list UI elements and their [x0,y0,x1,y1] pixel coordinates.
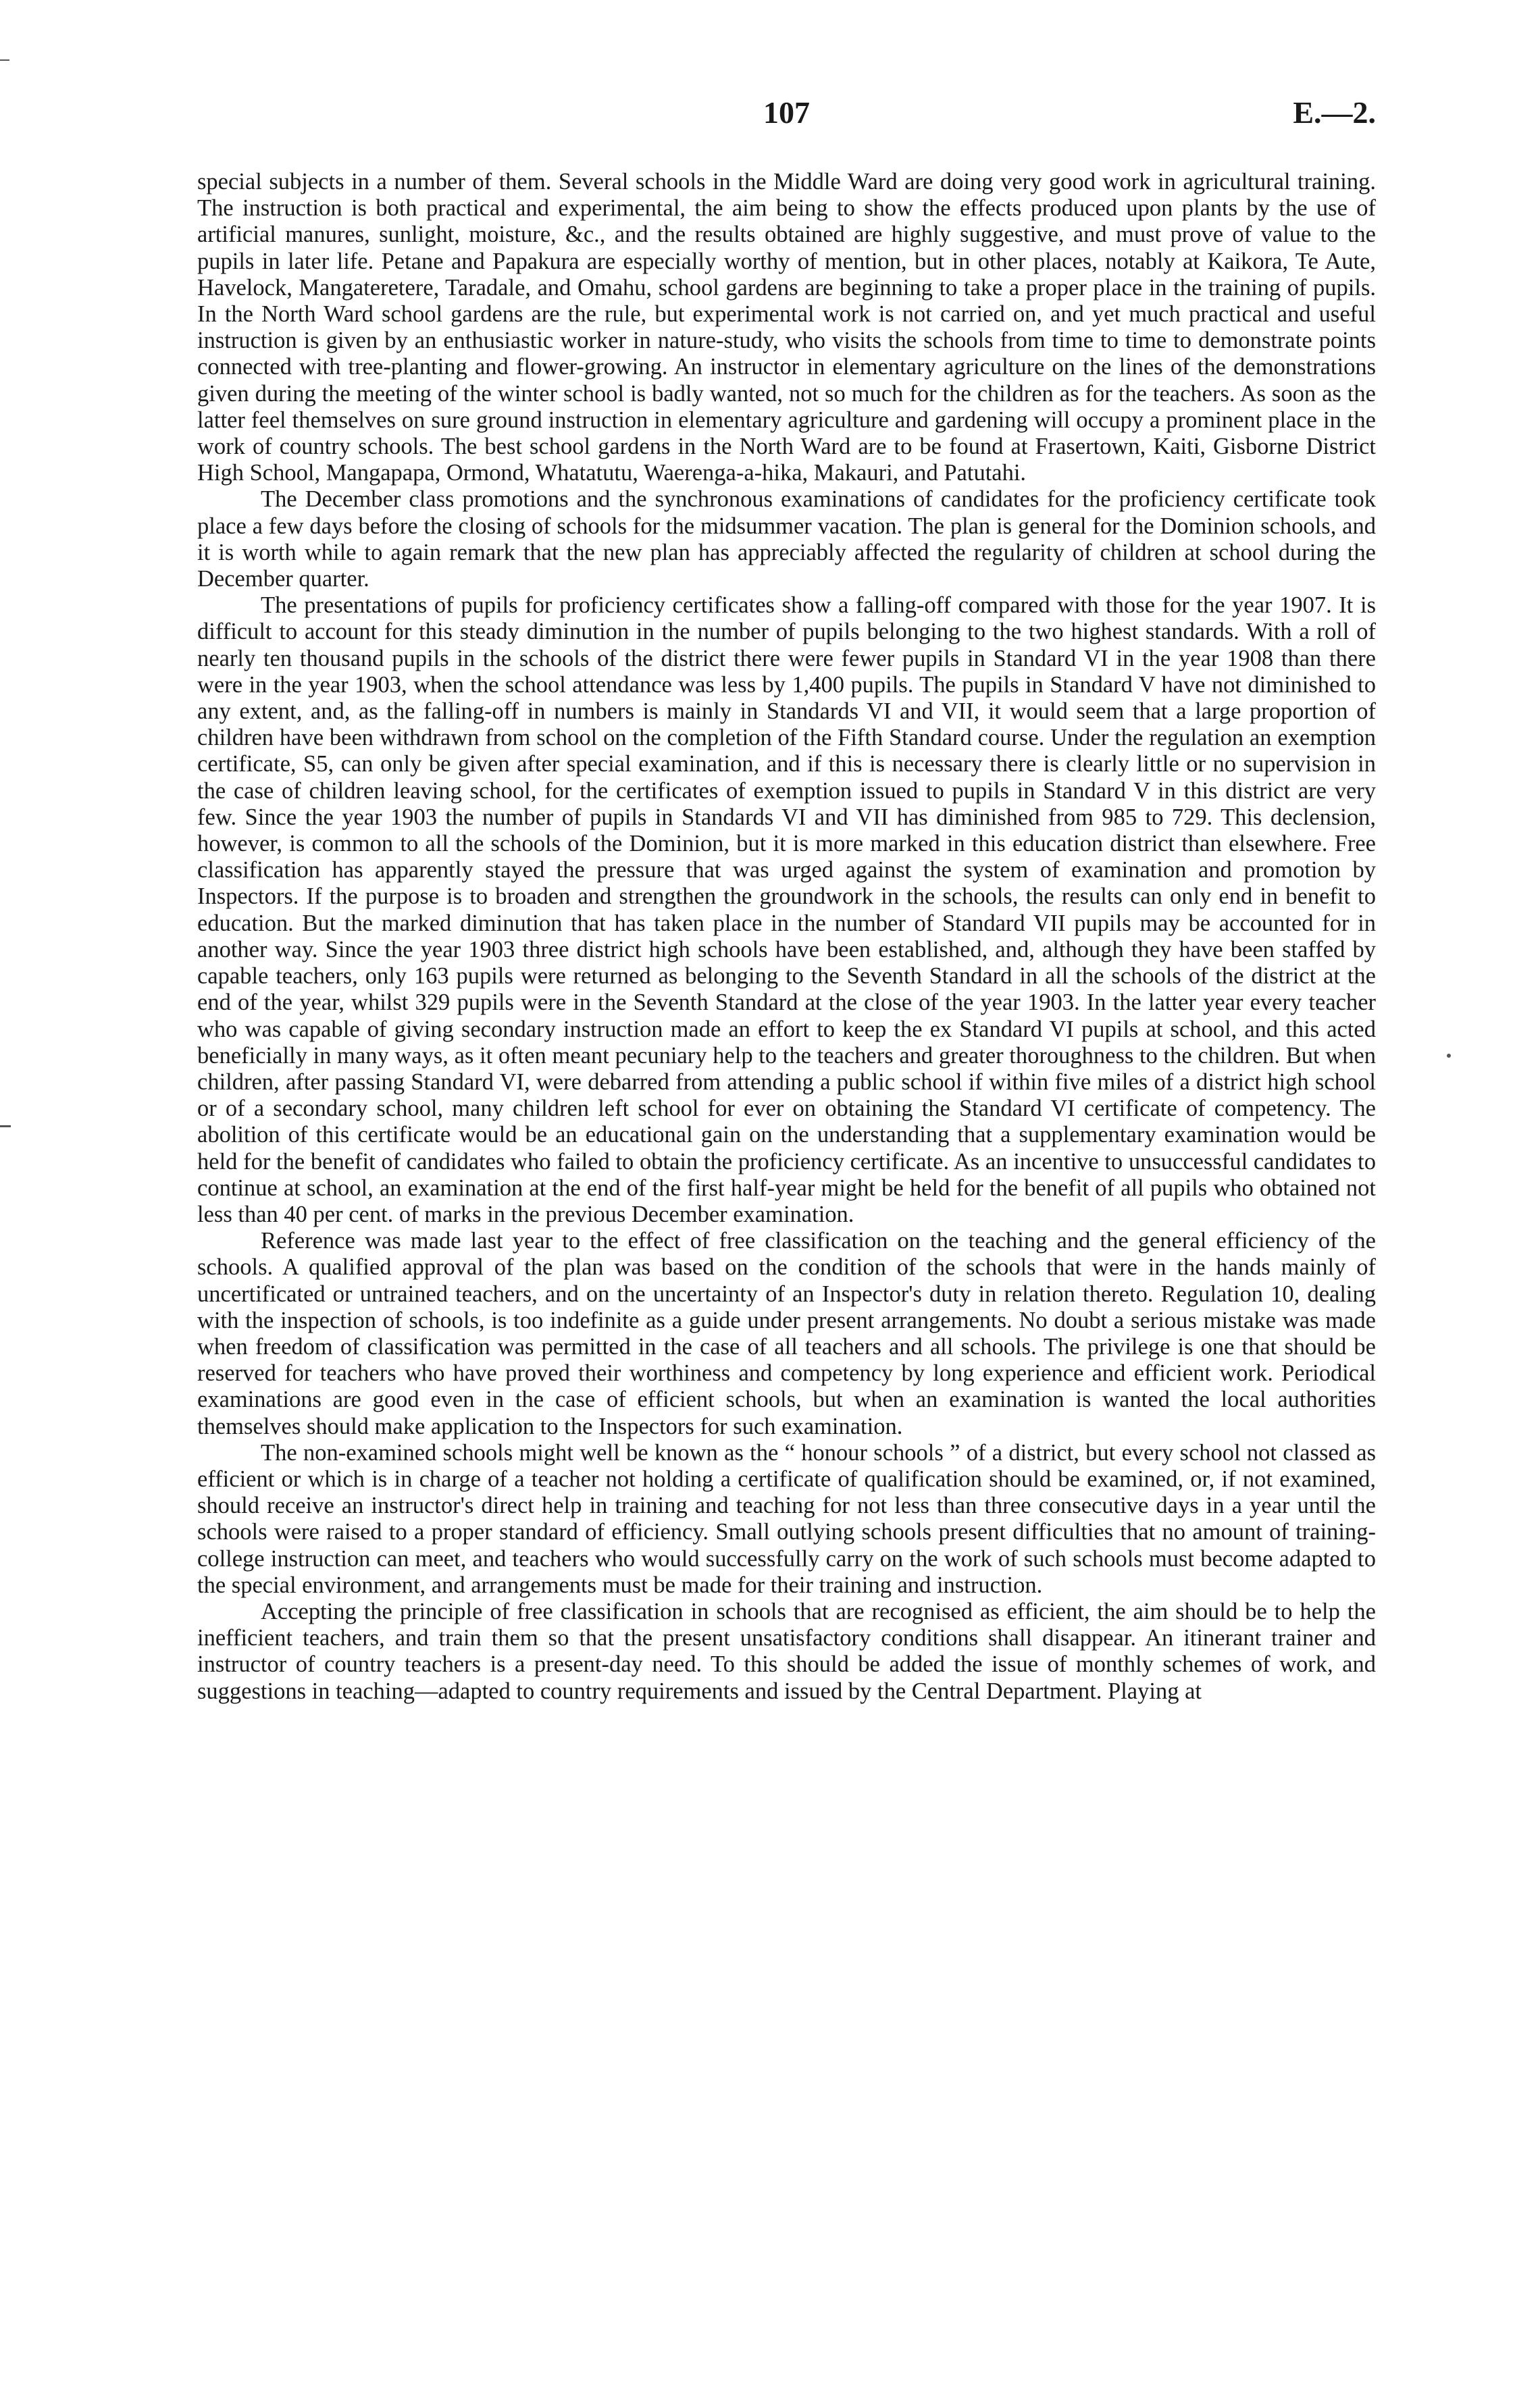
paragraph-free-classification: Reference was made last year to the effect of free classification on the teaching and the general efficiency of the schools. A qualified approval of the plan was based on the condition of the schools that were in the hands mainly of uncertificated or untrained teachers, and on the uncertainty of an Inspector's duty in relation thereto. Regulation 10, dealing with the inspection of schools, is too indefinite as a guide under present arrangements. No doubt a serious mistake was made when freedom of classification was permitted in the case of all teachers and all schools. The privilege is one that should be reserved for teachers who have proved their worthiness and competency by long experience and efficient work. Periodical examinations are good even in the case of efficient schools, but when an examination is wanted the local authorities themselves should make application to the Inspectors for such examination. [197,1228,1376,1439]
page-header [197,95,1376,135]
right-margin-dot [1447,1054,1451,1058]
document-reference: E.—2. [1293,95,1376,130]
paragraph-proficiency-presentations: The presentations of pupils for proficiency certificates show a falling-off compared with those for the year 1907. It is difficult to account for this steady diminution in the number of pupils belonging to the two highest standards. With a roll of nearly ten thousand pupils in the schools of the district there were fewer pupils in Standard VI in the year 1908 than there were in the year 1903, when the school attendance was less by 1,400 pupils. The pupils in Standard V have not diminished to any extent, and, as the falling-off in numbers is mainly in Standards VI and VII, it would seem that a large proportion of children have been withdrawn from school on the completion of the Fifth Standard course. Under the regulation an exemption certificate, S5, can only be given after special examination, and if this is necessary there is clearly little or no supervision in the case of children leaving school, for the certificates of exemption issued to pupils in Standard V in this district are very few. Since the year 1903 the number of pupils in Standards VI and VII has diminished from 985 to 729. This declension, however, is common to all the schools of the Dominion, but it is more marked in this education district than elsewhere. Free classification has apparently stayed the pressure that was urged against the system of examination and promotion by Inspectors. If the purpose is to broaden and strengthen the groundwork in the schools, the results can only end in benefit to education. But the marked diminution that has taken place in the number of Standard VII pupils may be accounted for in another way. Since the year 1903 three district high schools have been established, and, although they have been staffed by capable teachers, only 163 pupils were returned as belonging to the Seventh Standard in all the schools of the district at the end of the year, whilst 329 pupils were in the Seventh Standard at the close of the year 1903. In the latter year every teacher who was capable of giving secondary instruction made an effort to keep the ex Standard VI pupils at school, and this acted beneficially in many ways, as it often meant pecuniary help to the teachers and greater thoroughness to the children. But when children, after passing Standard VI, were debarred from attending a public school if within five miles of a district high school or of a secondary school, many children left school for ever on obtaining the Standard VI certificate of competency. The abolition of this certificate would be an educational gain on the understanding that a supplementary examination would be held for the benefit of candidates who failed to obtain the proficiency certificate. As an incentive to unsuccessful candidates to continue at school, an examination at the end of the first half-year might be held for the benefit of all pupils who obtained not less than 40 per cent. of marks in the previous December examination. [197,592,1376,1227]
left-margin-mark-middle [0,1125,11,1127]
body-text [197,169,1376,1705]
paragraph-itinerant-trainer: Accepting the principle of free classification in schools that are recognised as efficient, the aim should be to help the inefficient teachers, and train them so that the present unsatisfactory conditions shall disappear. An itinerant trainer and instructor of country teachers is a present-day need. To this should be added the issue of monthly schemes of work, and suggestions in teaching—adapted to country requirements and issued by the Central Department. Playing at [197,1598,1376,1704]
page-number: 107 [763,95,810,130]
paragraph-december-promotions: The December class promotions and the synchronous examinations of candidates for the proficiency certificate took place a few days before the closing of schools for the midsummer vacation. The plan is general for the Dominion schools, and it is worth while to again remark that the new plan has appreciably affected the regularity of children at school during the December quarter. [197,486,1376,592]
left-margin-mark-top [0,59,9,61]
paragraph-non-examined-schools: The non-examined schools might well be known as the “ honour schools ” of a district, but every school not classed as efficient or which is in charge of a teacher not holding a certificate of qualification should be examined, or, if not examined, should receive an instructor's direct help in training and teaching for not less than three consecutive days in a year until the schools were raised to a proper standard of efficiency. Small outlying schools present difficulties that no amount of training-college instruction can meet, and teachers who would successfully carry on the work of such schools must become adapted to the special environment, and arrangements must be made for their training and instruction. [197,1439,1376,1598]
paragraph-agricultural-training: special subjects in a number of them. Several schools in the Middle Ward are doing very good work in agricultural training. The instruction is both practical and experimental, the aim being to show the effects produced upon plants by the use of artificial manures, sunlight, moisture, &c., and the results obtained are highly suggestive, and must prove of value to the pupils in later life. Petane and Papakura are especially worthy of mention, but in other places, notably at Kaikora, Te Aute, Havelock, Mangateretere, Taradale, and Omahu, school gardens are beginning to take a proper place in the training of pupils. In the North Ward school gardens are the rule, but experimental work is not carried on, and yet much practical and useful instruction is given by an enthusiastic worker in nature-study, who visits the schools from time to time to demonstrate points connected with tree-planting and flower-growing. An instructor in elementary agriculture on the lines of the demonstrations given during the meeting of the winter school is badly wanted, not so much for the children as for the teachers. As soon as the latter feel themselves on sure ground instruction in elementary agriculture and gardening will occupy a prominent place in the work of country schools. The best school gardens in the North Ward are to be found at Frasertown, Kaiti, Gisborne District High School, Mangapapa, Ormond, Whatatutu, Waerenga-a-hika, Makauri, and Patutahi. [197,169,1376,486]
